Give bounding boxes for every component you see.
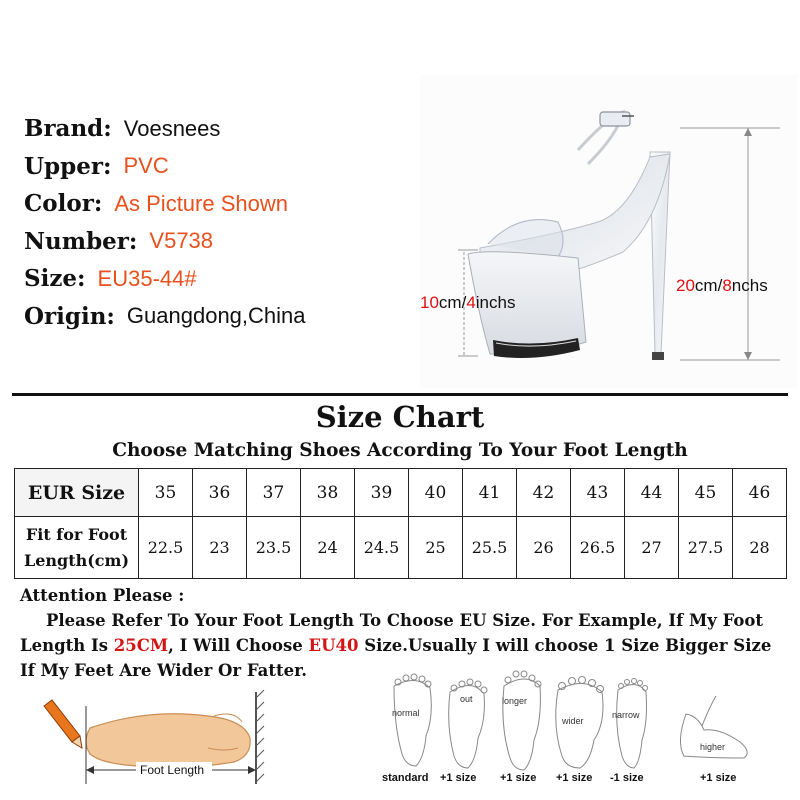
spec-key: Upper: <box>24 152 112 180</box>
foot-length-cell: 26 <box>517 517 571 579</box>
attention-heading: Attention Please : <box>20 586 185 605</box>
size-table <box>14 468 787 579</box>
foot-length-cell: 25.5 <box>463 517 517 579</box>
clear-platform-heel-sandal-icon <box>418 72 800 390</box>
spec-brand <box>24 110 404 148</box>
foot-length-header <box>15 517 139 579</box>
foot-type-label: normal <box>392 708 420 718</box>
attention-text-part: Please Refer To Your Foot Length To Choose EU Size. For Example, If My Foot Length Is <box>20 611 764 655</box>
eur-size-cell: 36 <box>193 469 247 517</box>
spec-upper <box>24 148 404 186</box>
eur-size-cell: 42 <box>517 469 571 517</box>
shoe-illustration <box>418 72 800 390</box>
attention-text-part: , I Will Choose <box>168 636 309 655</box>
eur-size-cell: 38 <box>301 469 355 517</box>
spec-key: Origin: <box>24 302 115 330</box>
spec-color <box>24 185 404 223</box>
foot-type-label: narrow <box>612 710 640 720</box>
foot-length-cell: 22.5 <box>139 517 193 579</box>
spec-key: Number: <box>24 227 138 255</box>
foot-length-cell: 23 <box>193 517 247 579</box>
foot-length-cell: 24.5 <box>355 517 409 579</box>
foot-length-cell: 28 <box>733 517 787 579</box>
attention-highlight-length: 25CM <box>113 636 169 655</box>
foot-length-cell: 23.5 <box>247 517 301 579</box>
spec-value: EU35-44# <box>97 265 197 291</box>
foot-type-label: out <box>460 694 473 704</box>
foot-type-size: +1 size <box>440 772 477 784</box>
foot-length-cell: 27.5 <box>679 517 733 579</box>
heel-height-label <box>676 276 768 296</box>
eur-size-cell: 40 <box>409 469 463 517</box>
spec-value: PVC <box>123 153 169 179</box>
foot-measure-illustration <box>38 686 268 790</box>
eur-size-cell: 44 <box>625 469 679 517</box>
foot-length-cell: 26.5 <box>571 517 625 579</box>
foot-type-label: higher <box>700 742 726 752</box>
spec-size <box>24 260 404 298</box>
eur-size-cell: 35 <box>139 469 193 517</box>
platform-height-label <box>420 293 515 313</box>
foot-type-size: -1 size <box>610 772 644 784</box>
foot-types-illustration <box>380 666 790 796</box>
platform-unit2: inchs <box>475 293 516 312</box>
spec-key: Color: <box>24 190 103 218</box>
eur-size-cell: 39 <box>355 469 409 517</box>
foot-type-size: +1 size <box>556 772 593 784</box>
eur-size-row <box>15 469 787 517</box>
foot-length-label: Foot Length <box>140 763 205 777</box>
foot-type-size: standard <box>382 772 429 784</box>
foot-length-cell: 24 <box>301 517 355 579</box>
eur-size-cell: 46 <box>733 469 787 517</box>
foot-length-cell: 27 <box>625 517 679 579</box>
spec-key: Brand: <box>24 115 112 143</box>
eur-size-cell: 43 <box>571 469 625 517</box>
section-divider <box>12 393 788 396</box>
eur-size-cell: 41 <box>463 469 517 517</box>
platform-num2: 4 <box>466 293 476 312</box>
eur-size-cell: 37 <box>247 469 301 517</box>
heel-num: 20 <box>676 276 695 295</box>
eur-size-header: EUR Size <box>15 469 139 517</box>
product-specs <box>24 110 404 335</box>
foot-length-header-line1: Fit for Foot <box>25 524 128 544</box>
foot-length-row <box>15 517 787 579</box>
size-chart-subtitle: Choose Matching Shoes According To Your Foot Length <box>112 440 688 461</box>
spec-value: Voesnees <box>123 115 221 141</box>
spec-key: Size: <box>24 265 86 293</box>
spec-value: Guangdong,China <box>126 303 306 329</box>
spec-value: As Picture Shown <box>114 190 288 216</box>
foot-length-header-line2: Length(cm) <box>23 550 130 570</box>
foot-type-size: +1 size <box>700 772 737 784</box>
platform-unit: cm/ <box>438 293 467 312</box>
spec-origin <box>24 298 404 336</box>
heel-unit: cm/ <box>694 276 723 295</box>
heel-unit2: nchs <box>731 276 768 295</box>
foot-length-cell: 25 <box>409 517 463 579</box>
foot-type-size: +1 size <box>500 772 537 784</box>
attention-highlight-size: EU40 <box>308 636 359 655</box>
spec-number <box>24 223 404 261</box>
platform-num: 10 <box>420 293 439 312</box>
eur-size-cell: 45 <box>679 469 733 517</box>
foot-type-label: longer <box>502 696 528 706</box>
attention-text-part: Size.Usually I will choose 1 Size Bigger Size If My Feet Are Wider Or Fatter. <box>20 636 772 680</box>
size-chart-title: Size Chart <box>315 400 485 434</box>
spec-value: V5738 <box>149 228 214 254</box>
foot-type-label: wider <box>562 716 584 726</box>
heel-num2: 8 <box>722 276 732 295</box>
